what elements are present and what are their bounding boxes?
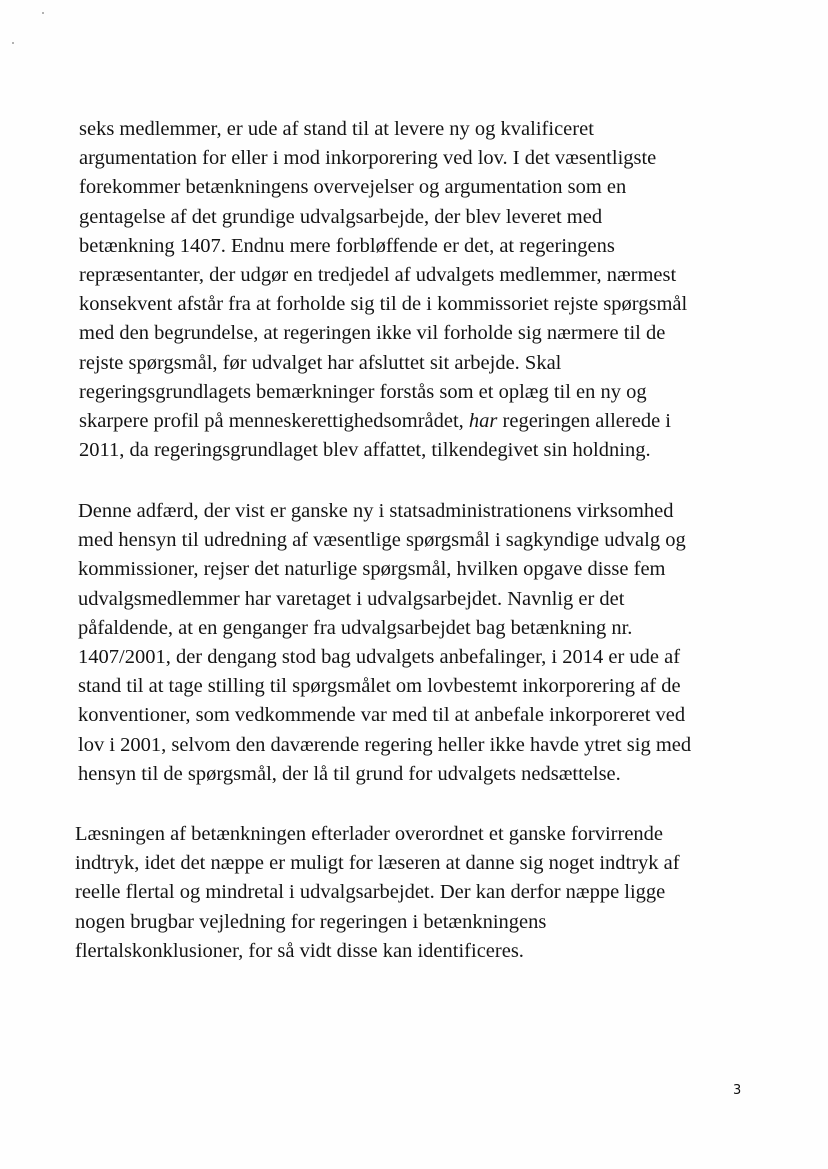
text-line: betænkning 1407. Endnu mere forbløffende er det, at regeringens [79, 234, 615, 257]
text-line: konsekvent afstår fra at forholde sig til de i kommissoriet rejste spørgsmål [79, 293, 688, 316]
text-line: nogen brugbar vejledning for regeringen i betænkningens [75, 910, 547, 933]
text-line: påfaldende, at en genganger fra udvalgsarbejdet bag betænkning nr. [78, 616, 633, 639]
text-line: med hensyn til udredning af væsentlige spørgsmål i sagkyndige udvalg og [78, 529, 686, 552]
text-line: Læsningen af betænkningen efterlader overordnet et ganske forvirrende [75, 823, 664, 845]
text-line: repræsentanter, der udgør en tredjedel af udvalgets medlemmer, nærmest [79, 264, 677, 287]
text-line: 1407/2001, der dengang stod bag udvalgets anbefalinger, i 2014 er ude af [78, 646, 681, 669]
text-segment: regeringen allerede i [497, 410, 671, 433]
text-line: stand til at tage stilling til spørgsmålet om lovbestemt inkorporering af de [78, 675, 681, 698]
scan-speck [42, 12, 44, 14]
text-segment: skarpere profil på menneskerettighedsområdet, [79, 410, 469, 433]
text-line: indtryk, idet det næppe er muligt for læseren at danne sig noget indtryk af [75, 852, 680, 875]
text-line [79, 407, 687, 436]
text-line: med den begrundelse, at regeringen ikke vil forholde sig nærmere til de [79, 322, 666, 345]
text-line: argumentation for eller i mod inkorporering ved lov. I det væsentligste [79, 147, 657, 170]
text-line: flertalskonklusioner, for så vidt disse kan identificeres. [75, 939, 524, 962]
text-line: forekommer betænkningens overvejelser og argumentation som en [79, 176, 627, 199]
text-line: seks medlemmer, er ude af stand til at levere ny og kvalificeret [79, 118, 594, 140]
text-line: konventioner, som vedkommende var med til at anbefale inkorporeret ved [78, 704, 686, 727]
text-line: lov i 2001, selvom den daværende regering heller ikke havde ytret sig med [78, 733, 692, 756]
text-line: Denne adfærd, der vist er ganske ny i statsadministrationens virksomhed [78, 500, 674, 522]
text-line: gentagelse af det grundige udvalgsarbejde, der blev leveret med [79, 205, 603, 228]
paragraph-2 [78, 497, 691, 789]
text-line: rejste spørgsmål, før udvalget har afsluttet sit arbejde. Skal [79, 351, 562, 374]
paragraph-3 [75, 820, 680, 966]
text-line: 2011, da regeringsgrundlaget blev affattet, tilkendegivet sin holdning. [79, 439, 651, 462]
text-line: kommissioner, rejser det naturlige spørgsmål, hvilken opgave disse fem [78, 558, 666, 581]
text-line: hensyn til de spørgsmål, der lå til grund for udvalgets nedsættelse. [78, 762, 621, 785]
text-line: reelle flertal og mindretal i udvalgsarbejdet. Der kan derfor næppe ligge [75, 881, 666, 904]
text-line: udvalgsmedlemmer har varetaget i udvalgsarbejdet. Navnlig er det [78, 587, 625, 610]
page-number: 3 [733, 1083, 742, 1098]
paragraph-1 [79, 115, 687, 465]
scan-speck [12, 42, 14, 44]
emphasized-word: har [468, 410, 498, 433]
text-line: regeringsgrundlagets bemærkninger forstås som et oplæg til en ny og [79, 380, 647, 403]
